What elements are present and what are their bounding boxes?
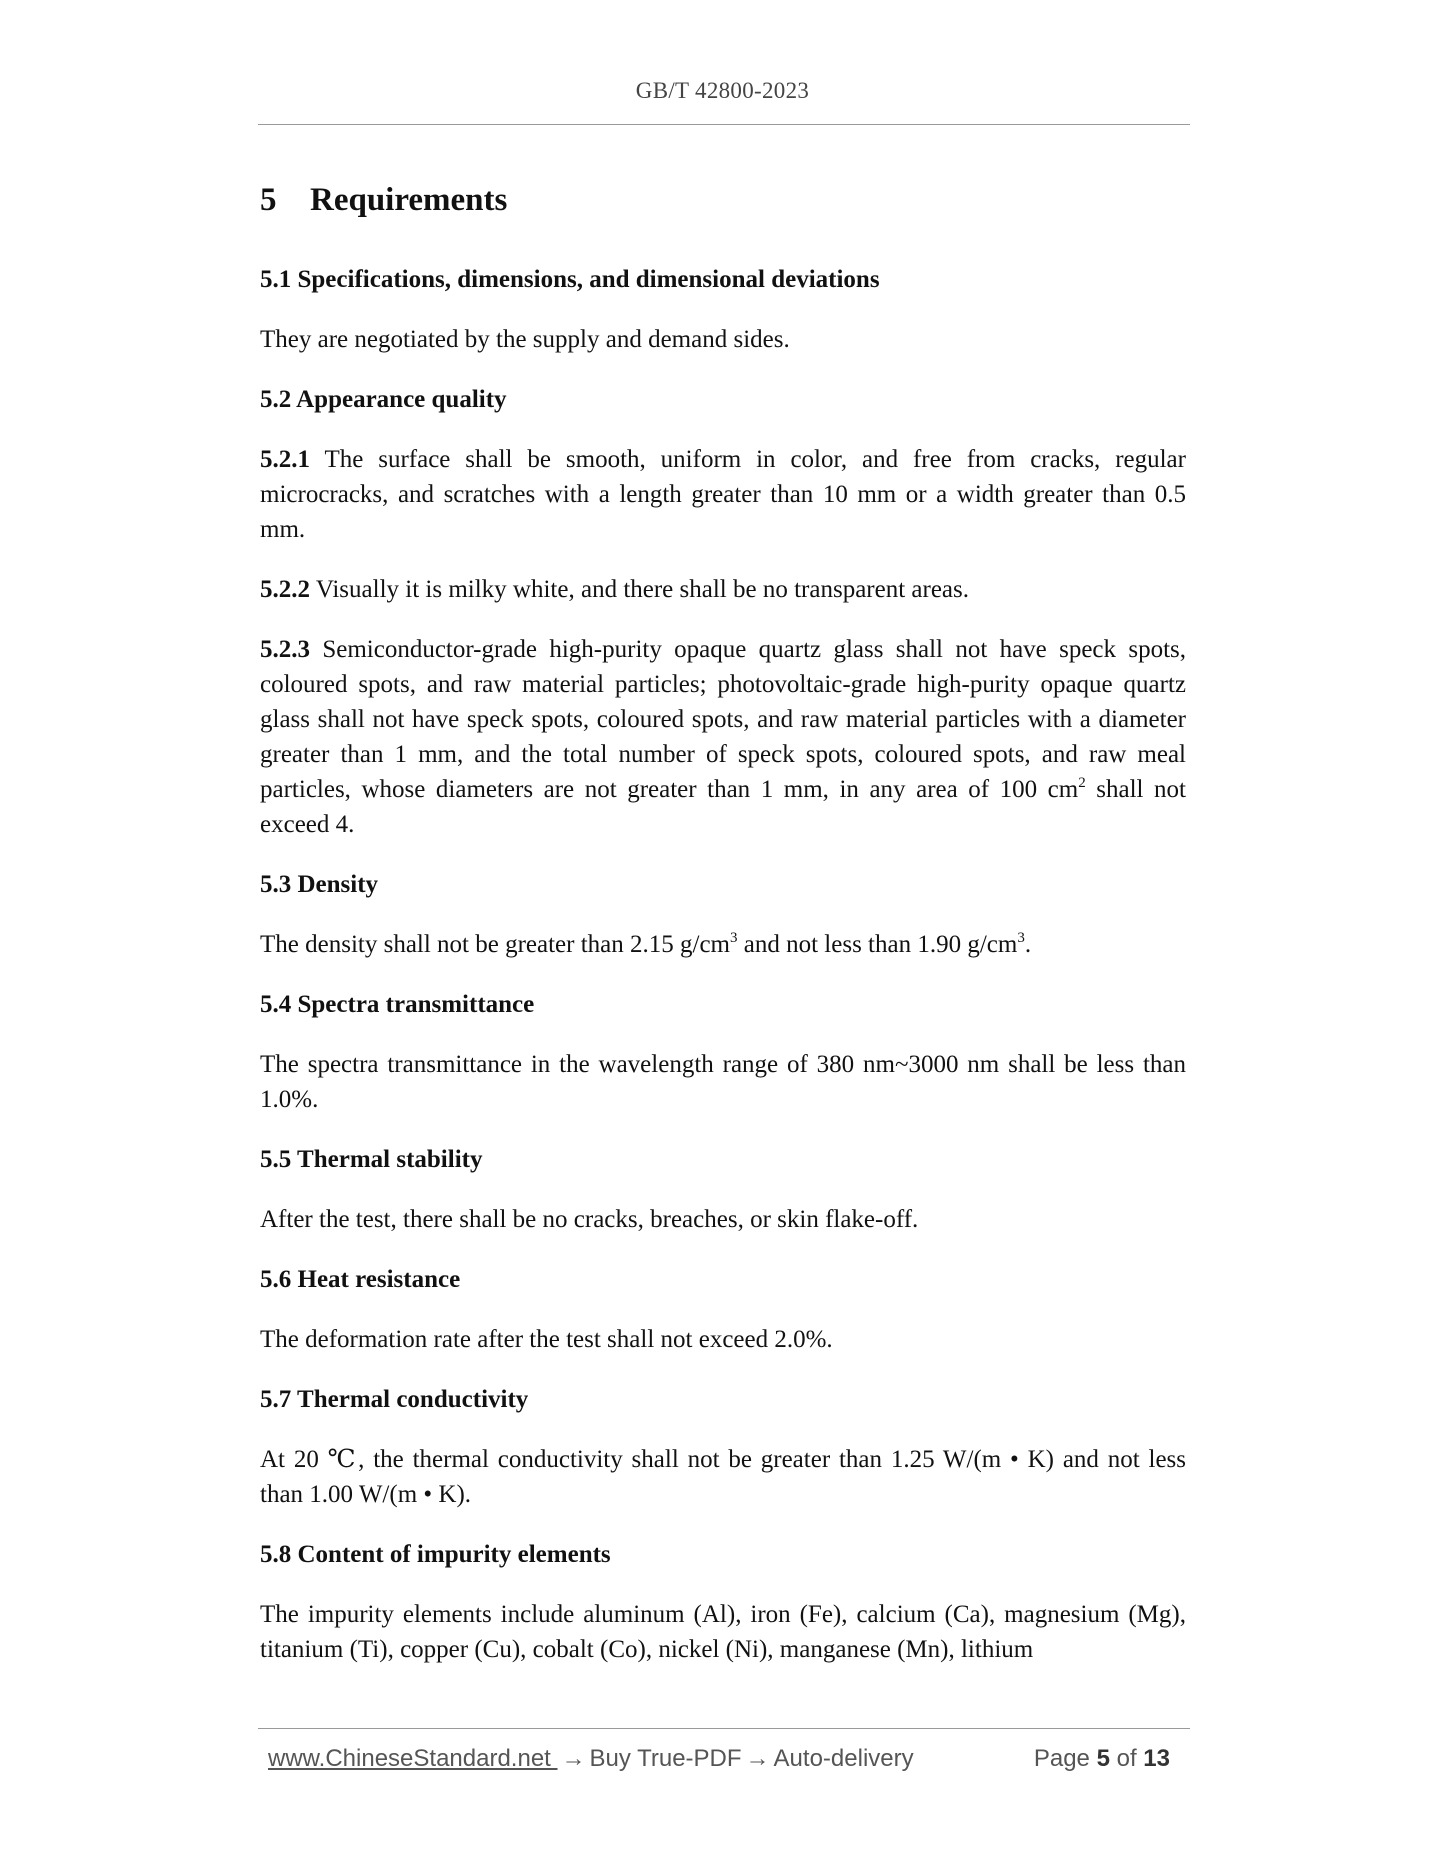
heading-5-3: 5.3 Density: [260, 871, 379, 898]
superscript-3-a: 3: [730, 930, 738, 946]
paragraph-5-6: The deformation rate after the test shall not exceed 2.0%.: [260, 1326, 833, 1353]
paragraph-5-2-1: [260, 442, 1186, 547]
heading-5-8: 5.8 Content of impurity elements: [260, 1541, 611, 1568]
heading-5-7: 5.7 Thermal conductivity: [260, 1386, 529, 1413]
paragraph-5-8: The impurity elements include aluminum (Al), iron (Fe), calcium (Ca), magnesium (Mg), titanium (Ti), copper (Cu), cobalt (Co), nickel (Ni), manganese (Mn), lithium: [260, 1601, 1186, 1663]
site-link[interactable]: www.ChineseStandard.net: [268, 1745, 558, 1772]
current-page-number: 5: [1096, 1745, 1110, 1772]
superscript-2: 2: [1078, 775, 1086, 791]
section-number: 5: [260, 182, 277, 218]
paragraph-5-3: [260, 927, 1186, 962]
paragraph-5-5: After the test, there shall be no cracks, breaches, or skin flake-off.: [260, 1206, 919, 1233]
clause-text-5-2-1: The surface shall be smooth, uniform in color, and free from cracks, regular microcracks, and scratches with a length greater than 10 mm or a width greater than 0.5 mm.: [260, 446, 1186, 543]
auto-delivery-text: Auto-delivery: [773, 1745, 914, 1772]
heading-5-5: 5.5 Thermal stability: [260, 1146, 483, 1173]
of-label: of: [1116, 1745, 1137, 1772]
footer-promo: [268, 1745, 914, 1773]
clause-text-5-2-3-a: Semiconductor-grade high-purity opaque quartz glass shall not have speck spots, coloured spots, and raw material particles; photovoltaic-grade high-purity opaque quartz glass shall not have speck spots, coloured spots, and raw material particles with a diameter greater than 1 mm, and the total number of speck spots, coloured spots, and raw meal particles, whose diameters are not greater than 1 mm, in any area of 100 cm: [260, 636, 1186, 803]
page-body: [260, 178, 1186, 1692]
paragraph-5-7: At 20 ℃, the thermal conductivity shall not be greater than 1.25 W/(m • K) and not less than 1.00 W/(m • K).: [260, 1446, 1186, 1508]
superscript-3-b: 3: [1017, 930, 1025, 946]
heading-5-2: 5.2 Appearance quality: [260, 386, 507, 413]
section-title: [260, 178, 1186, 222]
paragraph-5-4: The spectra transmittance in the wavelength range of 380 nm~3000 nm shall be less than 1.0%.: [260, 1051, 1186, 1113]
page-counter: [1034, 1745, 1170, 1773]
clause-number-5-2-2: 5.2.2: [260, 576, 310, 603]
density-text-b: and not less than 1.90 g/cm: [737, 931, 1018, 958]
arrow-right-icon: →: [561, 1745, 586, 1772]
heading-5-1: 5.1 Specifications, dimensions, and dimensional deviations: [260, 266, 880, 293]
footer-divider: [258, 1728, 1190, 1729]
density-text-c: .: [1024, 931, 1032, 958]
paragraph-5-2-2: [260, 572, 1186, 607]
total-pages-number: 13: [1143, 1745, 1170, 1772]
clause-text-5-2-3-b: shall not exceed 4.: [260, 776, 1186, 838]
header-divider: [258, 124, 1190, 125]
page-label: Page: [1033, 1745, 1090, 1772]
density-text-a: The density shall not be greater than 2.15 g/cm: [260, 931, 731, 958]
arrow-right-icon: →: [745, 1745, 770, 1772]
clause-number-5-2-1: 5.2.1: [260, 446, 310, 473]
paragraph-5-2-3: [260, 632, 1186, 842]
clause-text-5-2-2: Visually it is milky white, and there shall be no transparent areas.: [315, 576, 969, 603]
buy-true-pdf-text: Buy True-PDF: [589, 1745, 742, 1772]
paragraph-5-1: They are negotiated by the supply and demand sides.: [260, 326, 790, 353]
heading-5-4: 5.4 Spectra transmittance: [260, 991, 535, 1018]
section-title-text: Requirements: [310, 182, 508, 218]
document-header-id: GB/T 42800-2023: [635, 78, 810, 103]
clause-number-5-2-3: 5.2.3: [260, 636, 310, 663]
heading-5-6: 5.6 Heat resistance: [260, 1266, 461, 1293]
